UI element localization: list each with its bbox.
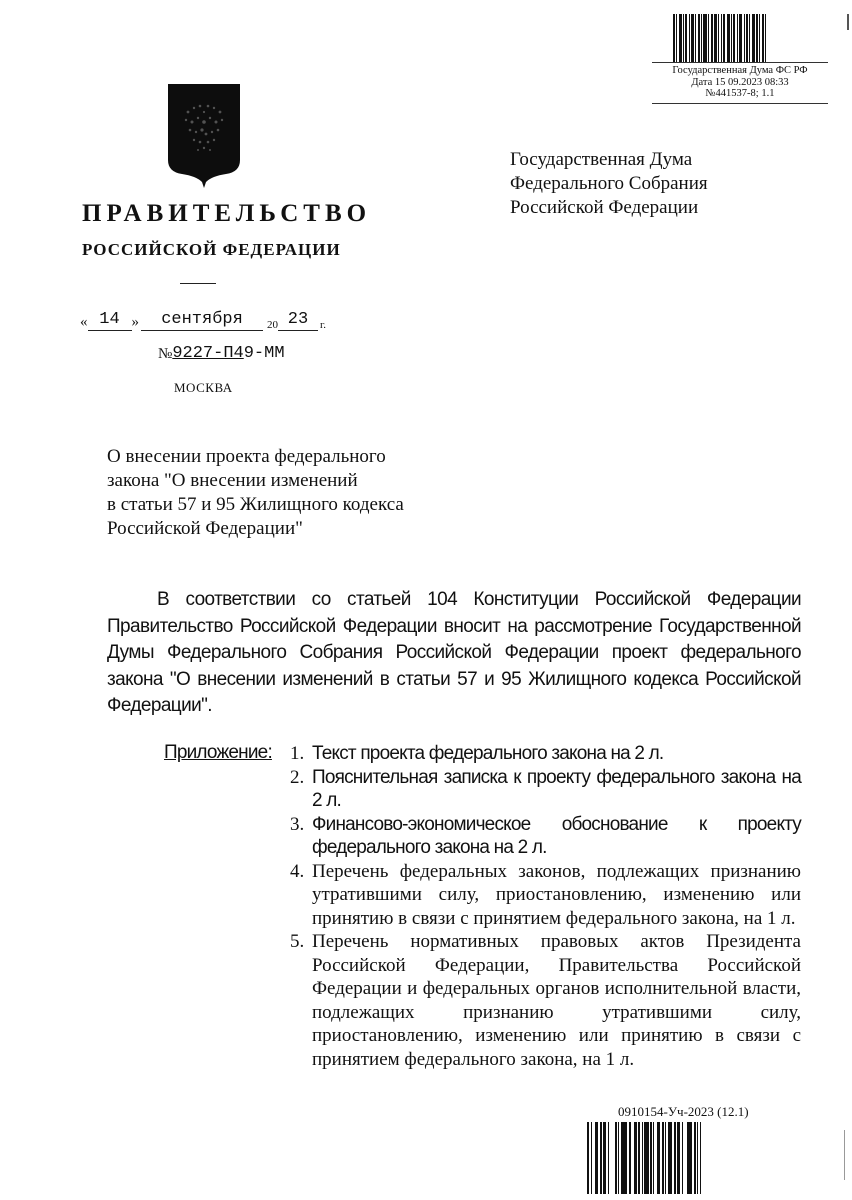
scan-edge-mark <box>847 14 849 30</box>
outgoing-number <box>158 344 285 363</box>
date-day: 14 <box>88 310 132 331</box>
stamp-number: №441537-8; 1.1 <box>705 88 775 99</box>
subject-block <box>107 445 404 541</box>
attachment-text: Финансово-экономическое обоснование к проекту федерального закона на 2 л. <box>312 813 801 858</box>
date-century: 20 <box>267 319 278 331</box>
registration-stamp <box>652 62 828 104</box>
attachments-label: Приложение: <box>164 742 272 763</box>
coat-of-arms-icon <box>166 82 242 190</box>
stamp-organization: Государственная Дума ФС РФ <box>672 65 808 76</box>
body-paragraph: В соответствии со статьей 104 Конституции Российской Федерации Правительство Российской Федерации вносит на рассмотрение Государственной Думы Федерального Собрания Российской Федерации проект федерального закона "О внесении изменений в статьи 57 и 95 Жилищного кодекса Российской Федерации". <box>107 589 801 716</box>
attachment-item <box>290 813 801 860</box>
attachment-text: Текст проекта федерального закона на 2 л. <box>312 743 664 764</box>
date-year-suffix: г. <box>320 319 327 331</box>
government-title: ПРАВИТЕЛЬСТВО <box>82 200 372 227</box>
attachment-text: Перечень федеральных законов, подлежащих признанию утратившими силу, приостановлению, изменению или принятию в связи с принятием федерального закона, на 1 л. <box>312 860 801 929</box>
document-date <box>80 310 326 331</box>
attachment-number: 3. <box>290 813 305 835</box>
document-code: 0910154-Уч-2023 (12.1) <box>618 1104 749 1119</box>
date-year: 23 <box>278 310 318 331</box>
header-divider <box>180 283 216 284</box>
attachment-number: 5. <box>290 931 305 952</box>
attachment-item <box>290 742 801 766</box>
attachments-list <box>290 742 801 1071</box>
subject-line: закона "О внесении изменений <box>107 470 358 491</box>
government-subtitle: РОССИЙСКОЙ ФЕДЕРАЦИИ <box>82 240 341 259</box>
date-close-quote: » <box>131 314 139 330</box>
number-underlined-part: 9227-П4 <box>172 344 244 363</box>
attachment-item <box>290 930 801 1071</box>
attachment-number: 1. <box>290 743 305 764</box>
stamp-date: Дата 15 09.2023 08:33 <box>691 76 789 88</box>
document-barcode <box>587 1122 812 1194</box>
scan-edge-mark <box>844 1130 845 1180</box>
date-month: сентября <box>141 310 263 331</box>
addressee-line: Государственная Дума <box>510 149 693 170</box>
subject-line: О внесении проекта федерального <box>107 446 386 467</box>
barcode-bar <box>700 1122 701 1194</box>
attachment-number: 4. <box>290 860 305 882</box>
registration-barcode <box>673 14 808 62</box>
number-sign: № <box>158 346 173 362</box>
subject-line: в статьи 57 и 95 Жилищного кодекса <box>107 494 404 515</box>
addressee-block <box>510 148 708 220</box>
subject-line: Российской Федерации" <box>107 518 303 539</box>
addressee-line: Федерального Собрания <box>510 173 708 194</box>
attachment-text: Пояснительная записка к проекту федерального закона на 2 л. <box>312 766 801 811</box>
attachment-text: Перечень нормативных правовых актов Президента Российской Федерации, Правительства Российской Федерации и федеральных органов исполнительной власти, подлежащих признанию утратившими силу, приостановлению, изменению или принятию в связи с принятием федерального закона, на 1 л. <box>312 931 801 1070</box>
attachment-number: 2. <box>290 766 305 788</box>
addressee-line: Российской Федерации <box>510 197 699 218</box>
attachment-item <box>290 766 801 813</box>
city: МОСКВА <box>174 380 233 395</box>
attachment-item <box>290 860 801 931</box>
barcode-bar <box>765 14 766 62</box>
date-open-quote: « <box>80 314 88 330</box>
number-rest: 9-ММ <box>243 344 285 363</box>
